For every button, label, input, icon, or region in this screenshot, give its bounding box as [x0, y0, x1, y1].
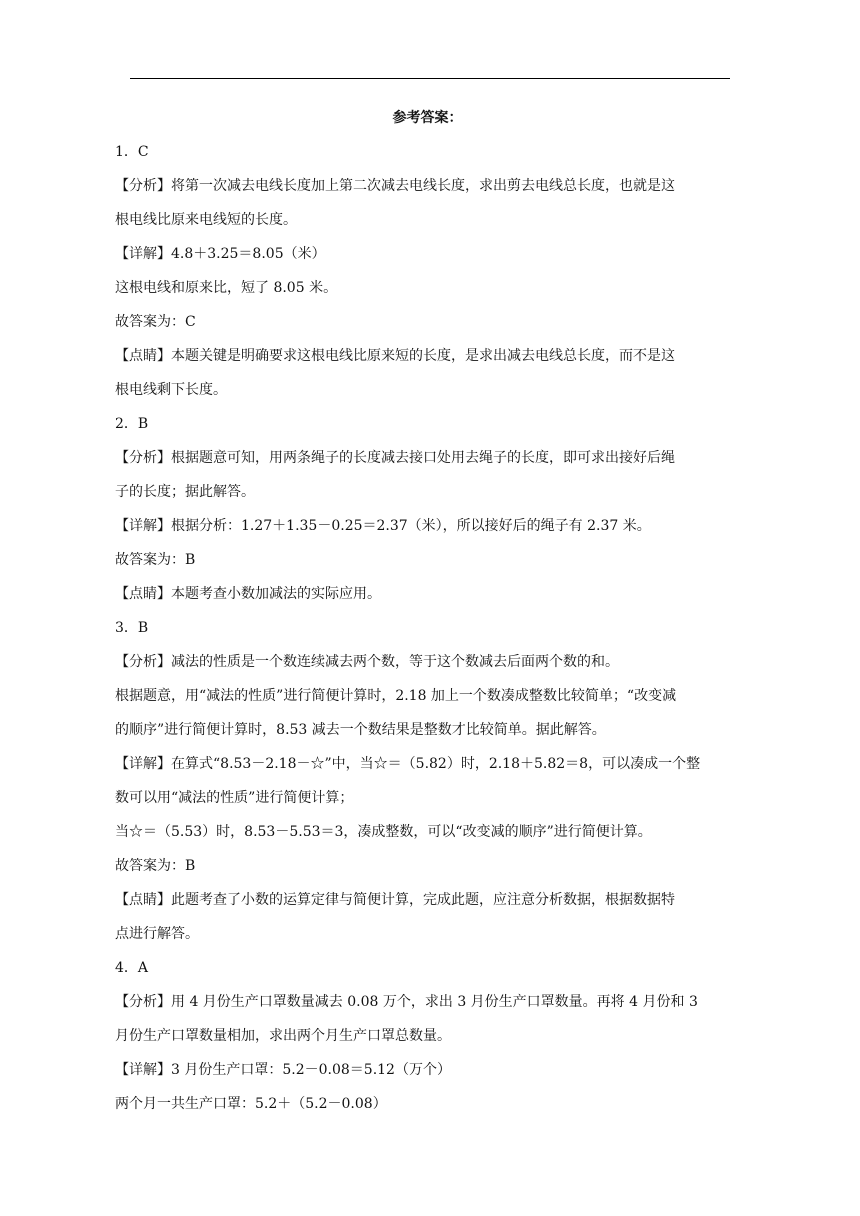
text-line: 【分析】将第一次减去电线长度加上第二次减去电线长度，求出剪去电线总长度，也就是这: [115, 178, 675, 194]
text-line: 故答案为：C: [115, 314, 196, 330]
answer-content: [115, 101, 730, 1121]
paragraph: [115, 1087, 730, 1121]
paragraph: [115, 1053, 730, 1087]
text-line: 根电线剩下长度。: [115, 382, 227, 398]
paragraph: [115, 645, 730, 679]
paragraph: [115, 747, 730, 815]
text-line: 【点睛】此题考查了小数的运算定律与简便计算，完成此题，应注意分析数据，根据数据特: [115, 892, 675, 908]
text-line: 故答案为：B: [115, 858, 196, 874]
paragraph: [115, 305, 730, 339]
text-line: 【分析】用 4 月份生产口罩数量减去 0.08 万个，求出 3 月份生产口罩数量。再将 4 月份和 3: [115, 994, 698, 1010]
text-line: 点进行解答。: [115, 926, 199, 942]
paragraph: [115, 985, 730, 1053]
text-line: 故答案为：B: [115, 552, 196, 568]
text-line: 这根电线和原来比，短了 8.05 米。: [115, 280, 338, 296]
paragraph: [115, 815, 730, 849]
text-line: 数可以用“减法的性质”进行简便计算；: [115, 790, 354, 806]
text-line: 4．A: [115, 960, 149, 976]
paragraph-list: [115, 135, 730, 1121]
paragraph: [115, 441, 730, 509]
text-line: 【分析】减法的性质是一个数连续减去两个数，等于这个数减去后面两个数的和。: [115, 654, 619, 670]
paragraph: [115, 577, 730, 611]
text-line: 【点睛】本题考查小数加减法的实际应用。: [115, 586, 381, 602]
text-line: 根据题意，用“减法的性质”进行简便计算时，2.18 加上一个数凑成整数比较简单；“改变减: [115, 688, 677, 704]
paragraph: [115, 951, 730, 985]
text-line: 【详解】在算式“8.53－2.18－☆”中，当☆＝（5.82）时，2.18＋5.82＝8，可以凑成一个整: [115, 756, 701, 772]
paragraph: [115, 135, 730, 169]
text-line: 【详解】4.8＋3.25＝8.05（米）: [115, 246, 326, 262]
text-line: 当☆＝（5.53）时，8.53－5.53＝3，凑成整数，可以“改变减的顺序”进行简便计算。: [115, 824, 652, 840]
header-rule: [130, 78, 730, 79]
text-line: 月份生产口罩数量相加，求出两个月生产口罩总数量。: [115, 1028, 451, 1044]
paragraph: [115, 543, 730, 577]
text-line: 根电线比原来电线短的长度。: [115, 212, 297, 228]
paragraph: [115, 509, 730, 543]
paragraph: [115, 849, 730, 883]
text-line: 【详解】根据分析：1.27＋1.35－0.25＝2.37（米），所以接好后的绳子有 2.37 米。: [115, 518, 651, 534]
text-line: 2．B: [115, 416, 149, 432]
text-line: 3．B: [115, 620, 149, 636]
paragraph: [115, 237, 730, 271]
text-line: 【点睛】本题关键是明确要求这根电线比原来短的长度，是求出减去电线总长度，而不是这: [115, 348, 675, 364]
paragraph: [115, 679, 730, 747]
paragraph: [115, 271, 730, 305]
text-line: 1．C: [115, 144, 149, 160]
paragraph: [115, 407, 730, 441]
paragraph: [115, 883, 730, 951]
text-line: 【分析】根据题意可知，用两条绳子的长度减去接口处用去绳子的长度，即可求出接好后绳: [115, 450, 675, 466]
text-line: 的顺序”进行简便计算时，8.53 减去一个数结果是整数才比较简单。据此解答。: [115, 722, 606, 738]
text-line: 子的长度；据此解答。: [115, 484, 255, 500]
paragraph: [115, 169, 730, 237]
paragraph: [115, 339, 730, 407]
text-line: 【详解】3 月份生产口罩：5.2－0.08＝5.12（万个）: [115, 1062, 451, 1078]
paragraph: [115, 611, 730, 645]
page-title: 参考答案：: [392, 110, 463, 126]
text-line: 两个月一共生产口罩：5.2＋（5.2－0.08）: [115, 1096, 387, 1112]
